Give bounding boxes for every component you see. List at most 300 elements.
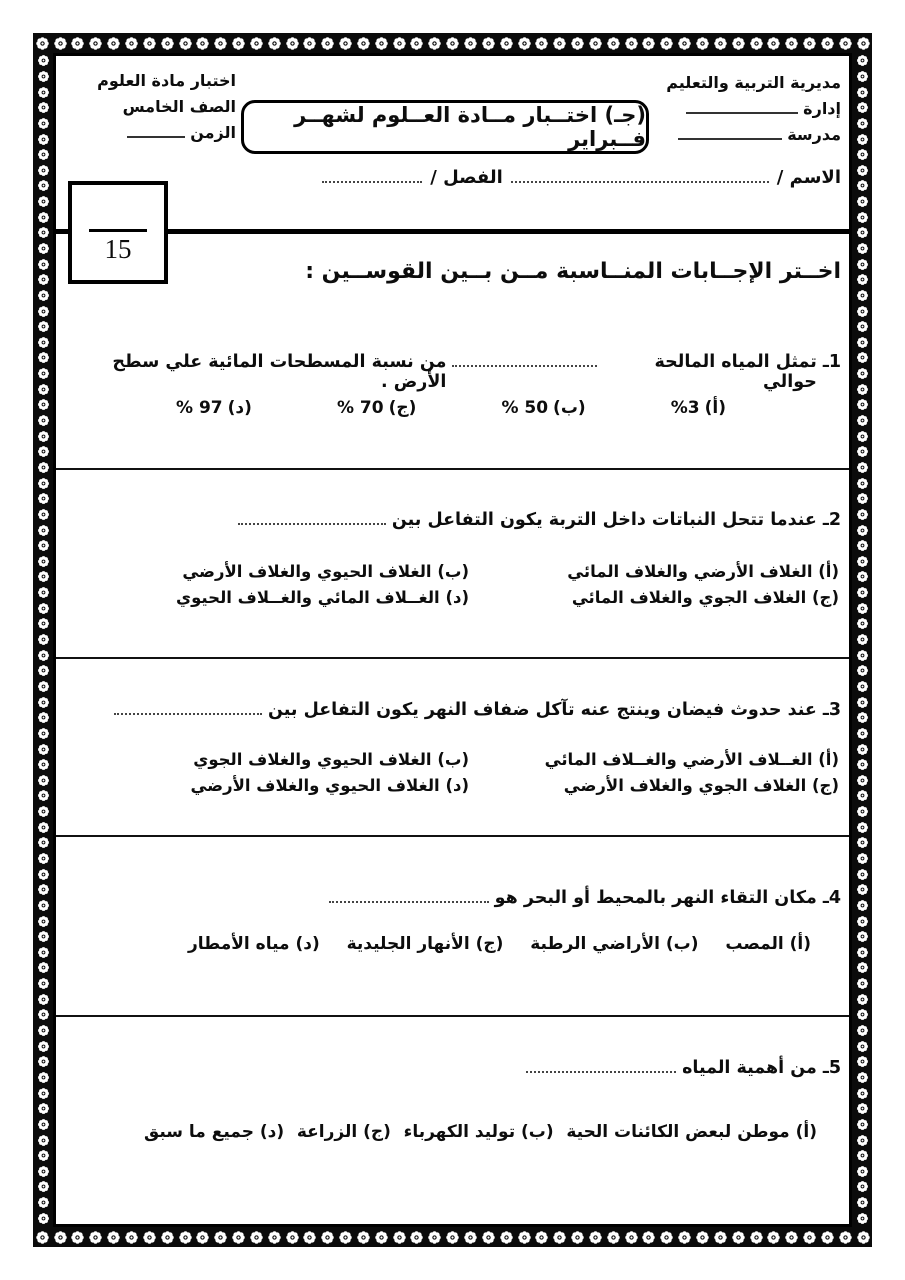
option-a-text: الغلاف الأرضي والغلاف المائي bbox=[567, 562, 813, 581]
flower-rosette-icon bbox=[37, 617, 50, 630]
flower-rosette-icon bbox=[856, 852, 869, 865]
flower-rosette-icon bbox=[856, 133, 869, 146]
instructions-heading: اخــتر الإجــابات المنــاسبة مــن بــين القوســين : bbox=[305, 259, 841, 284]
question-2 bbox=[238, 508, 841, 530]
option-d-text: الغــلاف المائي والغــلاف الحيوي bbox=[175, 588, 440, 607]
flower-rosette-icon bbox=[856, 492, 869, 505]
option-d-label: (د) bbox=[445, 776, 469, 795]
score-box bbox=[68, 181, 168, 284]
flower-rosette-icon bbox=[37, 883, 50, 896]
flower-rosette-icon bbox=[856, 461, 869, 474]
flower-rosette-icon bbox=[213, 1230, 228, 1245]
flower-rosette-icon bbox=[37, 633, 50, 646]
flower-rosette-icon bbox=[695, 1230, 710, 1245]
option-d-label: (د) bbox=[445, 588, 469, 607]
option-b bbox=[404, 1122, 554, 1142]
option-c-label: (ج) bbox=[475, 934, 504, 954]
flower-rosette-icon bbox=[37, 195, 50, 208]
flower-rosette-icon bbox=[37, 758, 50, 771]
flower-rosette-icon bbox=[37, 977, 50, 990]
flower-rosette-icon bbox=[195, 36, 210, 51]
flower-rosette-icon bbox=[88, 1230, 103, 1245]
flower-rosette-icon bbox=[392, 36, 407, 51]
flower-rosette-icon bbox=[856, 743, 869, 756]
grade-line: الصف الخامس bbox=[122, 97, 236, 116]
flower-rosette-icon bbox=[392, 1230, 407, 1245]
flower-rosette-icon bbox=[820, 1230, 835, 1245]
flower-rosette-icon bbox=[285, 1230, 300, 1245]
question-2-text: عندما تتحل النباتات داخل التربة يكون التفاعل بين bbox=[391, 509, 817, 530]
flower-rosette-icon bbox=[784, 36, 799, 51]
flower-rosette-icon bbox=[856, 179, 869, 192]
flower-rosette-icon bbox=[427, 1230, 442, 1245]
option-a-text: الغــلاف الأرضي والغــلاف المائي bbox=[544, 750, 813, 769]
flower-rosette-icon bbox=[409, 1230, 424, 1245]
section-divider-4 bbox=[56, 1015, 849, 1017]
option-d bbox=[188, 934, 320, 954]
exam-title: (جـ) اختــبار مــادة العــلوم لشهــر فــبراير bbox=[294, 103, 646, 151]
flower-rosette-icon bbox=[70, 1230, 85, 1245]
flower-rosette-icon bbox=[856, 602, 869, 615]
question-3-blank bbox=[114, 698, 262, 715]
option-b-text: الأراضي الرطبة bbox=[530, 934, 660, 954]
flower-rosette-icon bbox=[142, 36, 157, 51]
flower-rosette-icon bbox=[178, 1230, 193, 1245]
flower-rosette-icon bbox=[856, 508, 869, 521]
flower-rosette-icon bbox=[856, 148, 869, 161]
flower-rosette-icon bbox=[37, 1118, 50, 1131]
flower-rosette-icon bbox=[427, 36, 442, 51]
exam-title-box bbox=[241, 100, 649, 154]
flower-rosette-icon bbox=[856, 727, 869, 740]
flower-rosette-icon bbox=[124, 1230, 139, 1245]
flower-rosette-icon bbox=[856, 36, 871, 51]
flower-rosette-icon bbox=[37, 54, 50, 67]
option-d bbox=[86, 588, 469, 607]
admin-blank-line bbox=[686, 98, 798, 114]
flower-rosette-icon bbox=[37, 805, 50, 818]
authority-line: مديرية التربية والتعليم bbox=[666, 73, 841, 92]
flower-rosette-icon bbox=[374, 36, 389, 51]
option-d-value: % 97 bbox=[176, 398, 223, 418]
flower-rosette-icon bbox=[856, 117, 869, 130]
flower-rosette-icon bbox=[37, 1165, 50, 1178]
name-blank-line bbox=[511, 166, 769, 183]
question-3 bbox=[114, 698, 841, 720]
flower-rosette-icon bbox=[160, 1230, 175, 1245]
flower-rosette-icon bbox=[37, 1212, 50, 1225]
flower-rosette-icon bbox=[37, 1040, 50, 1053]
option-c-label: (ج) bbox=[363, 1122, 391, 1142]
flower-rosette-icon bbox=[856, 367, 869, 380]
question-1 bbox=[56, 350, 841, 392]
question-4-number: 4ـ bbox=[822, 887, 841, 908]
flower-rosette-icon bbox=[37, 915, 50, 928]
flower-rosette-icon bbox=[534, 36, 549, 51]
flower-rosette-icon bbox=[37, 680, 50, 693]
flower-rosette-icon bbox=[659, 1230, 674, 1245]
flower-rosette-icon bbox=[731, 1230, 746, 1245]
option-c bbox=[337, 398, 416, 418]
flower-rosette-icon bbox=[856, 633, 869, 646]
option-a-label: (أ) bbox=[818, 562, 839, 581]
flower-rosette-icon bbox=[856, 242, 869, 255]
flower-rosette-icon bbox=[838, 36, 853, 51]
flower-rosette-icon bbox=[285, 36, 300, 51]
flower-rosette-icon bbox=[856, 993, 869, 1006]
flower-rosette-icon bbox=[856, 555, 869, 568]
option-b bbox=[86, 562, 469, 581]
flower-rosette-icon bbox=[606, 36, 621, 51]
time-blank-line bbox=[127, 122, 185, 138]
class-label: الفصل / bbox=[430, 167, 503, 189]
flower-rosette-icon bbox=[856, 164, 869, 177]
flower-rosette-icon bbox=[517, 36, 532, 51]
flower-rosette-icon bbox=[37, 774, 50, 787]
option-a-text: موطن لبعض الكائنات الحية bbox=[566, 1122, 790, 1142]
flower-rosette-icon bbox=[856, 1087, 869, 1100]
option-b-label: (ب) bbox=[437, 562, 469, 581]
option-c bbox=[297, 1122, 391, 1142]
flower-rosette-icon bbox=[37, 367, 50, 380]
flower-rosette-icon bbox=[37, 258, 50, 271]
flower-rosette-icon bbox=[37, 727, 50, 740]
flower-rosette-icon bbox=[37, 1087, 50, 1100]
flower-rosette-icon bbox=[856, 430, 869, 443]
question-1-options bbox=[176, 398, 726, 418]
flower-rosette-icon bbox=[856, 195, 869, 208]
flower-rosette-icon bbox=[37, 664, 50, 677]
flower-rosette-icon bbox=[37, 383, 50, 396]
flower-rosette-icon bbox=[499, 1230, 514, 1245]
option-a-label: (أ) bbox=[704, 398, 726, 418]
flower-rosette-icon bbox=[37, 226, 50, 239]
flower-rosette-icon bbox=[37, 305, 50, 318]
flower-rosette-icon bbox=[37, 289, 50, 302]
option-a-label: (أ) bbox=[789, 934, 811, 954]
question-4-options bbox=[188, 934, 811, 954]
section-divider-3 bbox=[56, 835, 849, 837]
flower-rosette-icon bbox=[37, 743, 50, 756]
question-3-number: 3ـ bbox=[822, 699, 841, 720]
score-total: 15 bbox=[104, 234, 132, 264]
flower-rosette-icon bbox=[677, 36, 692, 51]
flower-rosette-icon bbox=[37, 993, 50, 1006]
option-d-text: مياه الأمطار bbox=[188, 934, 290, 954]
flower-rosette-icon bbox=[856, 1180, 869, 1193]
flower-rosette-icon bbox=[249, 36, 264, 51]
question-1-blank bbox=[452, 350, 596, 367]
flower-rosette-icon bbox=[856, 1071, 869, 1084]
flower-rosette-icon bbox=[37, 570, 50, 583]
flower-rosette-icon bbox=[37, 539, 50, 552]
flower-rosette-icon bbox=[570, 1230, 585, 1245]
flower-rosette-icon bbox=[320, 1230, 335, 1245]
option-b bbox=[530, 934, 698, 954]
option-c-label: (ج) bbox=[812, 588, 839, 607]
flower-rosette-icon bbox=[374, 1230, 389, 1245]
flower-rosette-icon bbox=[856, 477, 869, 490]
class-blank-line bbox=[322, 166, 422, 183]
flower-rosette-icon bbox=[37, 555, 50, 568]
flower-rosette-icon bbox=[856, 398, 869, 411]
flower-rosette-icon bbox=[37, 696, 50, 709]
flower-rosette-icon bbox=[37, 1008, 50, 1021]
flower-rosette-icon bbox=[856, 305, 869, 318]
flower-border-bottom bbox=[33, 1227, 872, 1247]
flower-rosette-icon bbox=[588, 1230, 603, 1245]
flower-rosette-icon bbox=[160, 36, 175, 51]
flower-rosette-icon bbox=[856, 351, 869, 364]
flower-rosette-icon bbox=[766, 1230, 781, 1245]
flower-rosette-icon bbox=[195, 1230, 210, 1245]
school-blank-line bbox=[678, 124, 782, 140]
flower-rosette-icon bbox=[856, 821, 869, 834]
flower-rosette-icon bbox=[856, 101, 869, 114]
question-1-text: تمثل المياه المالحة حوالي bbox=[654, 351, 817, 392]
school-line bbox=[666, 122, 841, 148]
flower-rosette-icon bbox=[856, 836, 869, 849]
flower-rosette-icon bbox=[624, 1230, 639, 1245]
option-a-value: %3 bbox=[670, 398, 700, 418]
flower-rosette-icon bbox=[856, 570, 869, 583]
flower-rosette-icon bbox=[70, 36, 85, 51]
flower-rosette-icon bbox=[856, 789, 869, 802]
flower-rosette-icon bbox=[37, 524, 50, 537]
option-d-label: (د) bbox=[259, 1122, 285, 1142]
flower-rosette-icon bbox=[35, 1230, 50, 1245]
flower-rosette-icon bbox=[37, 789, 50, 802]
option-c-text: الزراعة bbox=[296, 1122, 358, 1142]
flower-rosette-icon bbox=[249, 1230, 264, 1245]
flower-rosette-icon bbox=[517, 1230, 532, 1245]
flower-rosette-icon bbox=[856, 289, 869, 302]
question-3-options bbox=[86, 750, 839, 795]
flower-rosette-icon bbox=[802, 1230, 817, 1245]
flower-rosette-icon bbox=[856, 226, 869, 239]
flower-rosette-icon bbox=[856, 883, 869, 896]
flower-rosette-icon bbox=[606, 1230, 621, 1245]
flower-rosette-icon bbox=[37, 242, 50, 255]
flower-rosette-icon bbox=[856, 273, 869, 286]
flower-rosette-icon bbox=[37, 398, 50, 411]
flower-rosette-icon bbox=[856, 1055, 869, 1068]
flower-rosette-icon bbox=[784, 1230, 799, 1245]
flower-rosette-icon bbox=[37, 445, 50, 458]
flower-rosette-icon bbox=[178, 36, 193, 51]
flower-rosette-icon bbox=[856, 1165, 869, 1178]
flower-rosette-icon bbox=[37, 179, 50, 192]
flower-rosette-icon bbox=[37, 86, 50, 99]
option-a bbox=[725, 934, 811, 954]
flower-rosette-icon bbox=[320, 36, 335, 51]
option-b-text: توليد الكهرباء bbox=[403, 1122, 516, 1142]
flower-rosette-icon bbox=[856, 211, 869, 224]
flower-rosette-icon bbox=[552, 1230, 567, 1245]
flower-rosette-icon bbox=[445, 1230, 460, 1245]
name-class-row bbox=[322, 166, 841, 188]
question-2-blank bbox=[238, 508, 386, 525]
flower-rosette-icon bbox=[856, 868, 869, 881]
option-b bbox=[86, 750, 469, 769]
flower-rosette-icon bbox=[106, 1230, 121, 1245]
flower-rosette-icon bbox=[856, 1196, 869, 1209]
option-a bbox=[469, 750, 839, 769]
flower-rosette-icon bbox=[302, 36, 317, 51]
flower-rosette-icon bbox=[267, 36, 282, 51]
flower-rosette-icon bbox=[802, 36, 817, 51]
flower-rosette-icon bbox=[37, 320, 50, 333]
flower-rosette-icon bbox=[124, 36, 139, 51]
flower-rosette-icon bbox=[481, 36, 496, 51]
flower-border-top bbox=[33, 33, 872, 53]
flower-rosette-icon bbox=[37, 1102, 50, 1115]
flower-rosette-icon bbox=[641, 1230, 656, 1245]
flower-rosette-icon bbox=[213, 36, 228, 51]
flower-rosette-icon bbox=[37, 133, 50, 146]
question-5 bbox=[526, 1056, 841, 1078]
option-d-text: الغلاف الحيوي والغلاف الأرضي bbox=[190, 776, 440, 795]
flower-rosette-icon bbox=[713, 1230, 728, 1245]
flower-rosette-icon bbox=[37, 101, 50, 114]
option-c-text: الغلاف الجوي والغلاف المائي bbox=[571, 588, 807, 607]
flower-rosette-icon bbox=[37, 492, 50, 505]
flower-rosette-icon bbox=[856, 86, 869, 99]
exam-subject-line: اختبار مادة العلوم bbox=[97, 71, 236, 90]
option-a-label: (أ) bbox=[818, 750, 839, 769]
flower-rosette-icon bbox=[88, 36, 103, 51]
flower-rosette-icon bbox=[37, 649, 50, 662]
flower-rosette-icon bbox=[37, 461, 50, 474]
flower-rosette-icon bbox=[856, 70, 869, 83]
time-label: الزمن bbox=[190, 123, 236, 142]
question-5-blank bbox=[526, 1056, 676, 1073]
flower-rosette-icon bbox=[856, 805, 869, 818]
flower-rosette-icon bbox=[677, 1230, 692, 1245]
option-b-value: % 50 bbox=[501, 398, 549, 418]
option-c-label: (ج) bbox=[812, 776, 839, 795]
flower-rosette-icon bbox=[856, 336, 869, 349]
header-left-block bbox=[66, 68, 236, 146]
question-5-options bbox=[144, 1122, 817, 1142]
flower-rosette-icon bbox=[37, 430, 50, 443]
option-a bbox=[566, 1122, 817, 1142]
time-line bbox=[66, 120, 236, 146]
flower-rosette-icon bbox=[37, 930, 50, 943]
school-label: مدرسة bbox=[787, 125, 841, 144]
section-divider-2 bbox=[56, 657, 849, 659]
flower-rosette-icon bbox=[356, 1230, 371, 1245]
flower-rosette-icon bbox=[37, 477, 50, 490]
question-3-text: عند حدوث فيضان وينتج عنه تآكل ضفاف النهر يكون التفاعل بين bbox=[268, 699, 817, 720]
flower-rosette-icon bbox=[231, 1230, 246, 1245]
decorative-flower-frame bbox=[33, 33, 872, 1247]
flower-rosette-icon bbox=[534, 1230, 549, 1245]
flower-rosette-icon bbox=[766, 36, 781, 51]
flower-rosette-icon bbox=[106, 36, 121, 51]
option-a-text: المصب bbox=[725, 934, 784, 954]
flower-rosette-icon bbox=[856, 1024, 869, 1037]
flower-rosette-icon bbox=[37, 836, 50, 849]
option-b-label: (ب) bbox=[553, 398, 586, 418]
name-label: الاسم / bbox=[776, 167, 841, 189]
option-c-value: % 70 bbox=[336, 398, 384, 418]
flower-rosette-icon bbox=[552, 36, 567, 51]
flower-rosette-icon bbox=[856, 711, 869, 724]
flower-rosette-icon bbox=[37, 117, 50, 130]
flower-rosette-icon bbox=[856, 680, 869, 693]
flower-rosette-icon bbox=[37, 70, 50, 83]
flower-rosette-icon bbox=[463, 1230, 478, 1245]
flower-rosette-icon bbox=[445, 36, 460, 51]
flower-rosette-icon bbox=[302, 1230, 317, 1245]
flower-rosette-icon bbox=[231, 36, 246, 51]
flower-rosette-icon bbox=[53, 1230, 68, 1245]
flower-rosette-icon bbox=[838, 1230, 853, 1245]
flower-rosette-icon bbox=[37, 868, 50, 881]
flower-rosette-icon bbox=[37, 351, 50, 364]
flower-rosette-icon bbox=[856, 946, 869, 959]
option-c-text: الأنهار الجليدية bbox=[346, 934, 470, 954]
admin-label: إدارة bbox=[803, 99, 841, 118]
option-b-label: (ب) bbox=[437, 750, 469, 769]
question-1-number: 1ـ bbox=[822, 351, 841, 372]
option-d-text: جميع ما سبق bbox=[144, 1122, 254, 1142]
flower-rosette-icon bbox=[856, 774, 869, 787]
option-d bbox=[86, 776, 469, 795]
question-4-blank bbox=[329, 886, 489, 903]
flower-rosette-icon bbox=[856, 1134, 869, 1147]
flower-rosette-icon bbox=[856, 899, 869, 912]
option-c bbox=[469, 776, 839, 795]
option-b-label: (ب) bbox=[521, 1122, 554, 1142]
flower-rosette-icon bbox=[37, 1024, 50, 1037]
flower-rosette-icon bbox=[37, 1071, 50, 1084]
question-4-text: مكان التقاء النهر بالمحيط أو البحر هو bbox=[494, 887, 817, 908]
option-d bbox=[176, 398, 252, 418]
option-a bbox=[671, 398, 726, 418]
flower-rosette-icon bbox=[142, 1230, 157, 1245]
flower-rosette-icon bbox=[856, 977, 869, 990]
flower-rosette-icon bbox=[856, 961, 869, 974]
flower-rosette-icon bbox=[481, 1230, 496, 1245]
flower-rosette-icon bbox=[37, 821, 50, 834]
flower-rosette-icon bbox=[820, 36, 835, 51]
flower-rosette-icon bbox=[695, 36, 710, 51]
flower-rosette-icon bbox=[37, 852, 50, 865]
flower-rosette-icon bbox=[463, 36, 478, 51]
flower-rosette-icon bbox=[749, 1230, 764, 1245]
flower-rosette-icon bbox=[856, 1008, 869, 1021]
flower-rosette-icon bbox=[37, 414, 50, 427]
flower-rosette-icon bbox=[856, 258, 869, 271]
flower-rosette-icon bbox=[338, 1230, 353, 1245]
flower-rosette-icon bbox=[37, 211, 50, 224]
flower-rosette-icon bbox=[37, 961, 50, 974]
flower-rosette-icon bbox=[713, 36, 728, 51]
flower-rosette-icon bbox=[37, 1196, 50, 1209]
flower-rosette-icon bbox=[856, 696, 869, 709]
flower-rosette-icon bbox=[856, 758, 869, 771]
flower-rosette-icon bbox=[856, 617, 869, 630]
question-2-number: 2ـ bbox=[822, 509, 841, 530]
option-d-label: (د) bbox=[295, 934, 320, 954]
option-c-label: (ج) bbox=[388, 398, 417, 418]
flower-rosette-icon bbox=[856, 1212, 869, 1225]
option-d-label: (د) bbox=[227, 398, 252, 418]
flower-rosette-icon bbox=[856, 664, 869, 677]
flower-rosette-icon bbox=[35, 36, 50, 51]
